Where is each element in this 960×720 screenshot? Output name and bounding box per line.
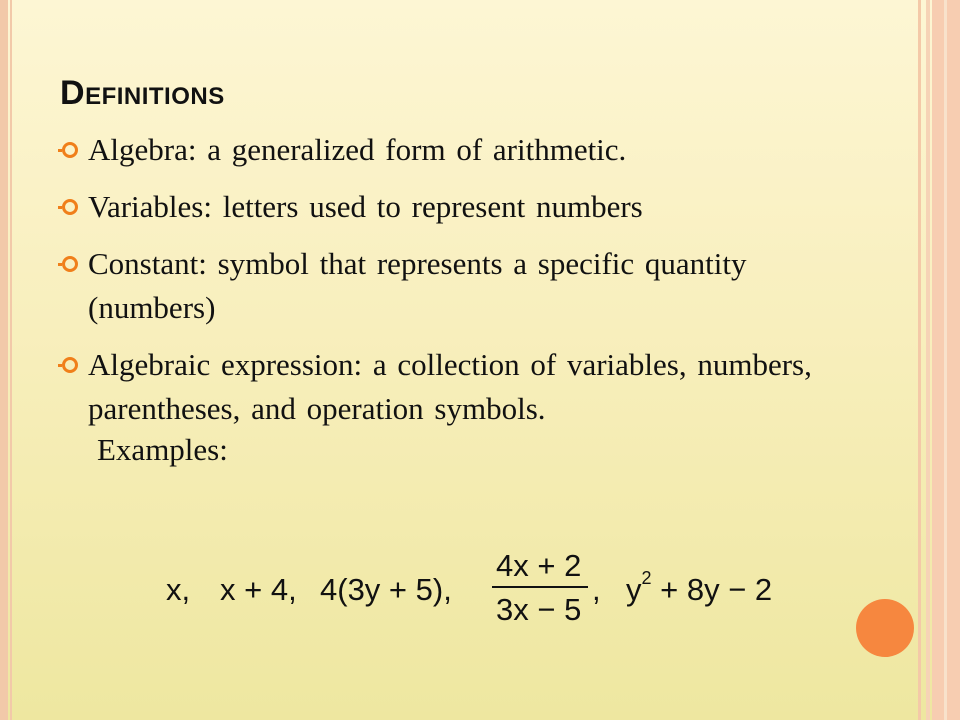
list-item: [62, 128, 822, 172]
title-initial: D: [60, 74, 86, 112]
definitions-list: [62, 128, 822, 444]
left-border: [0, 0, 8, 720]
math-expr-quadratic: [626, 568, 773, 608]
math-fraction-numerator: 4x + 2: [496, 548, 582, 583]
math-expr-4-3y-plus-5: 4(3y + 5),: [320, 572, 452, 607]
math-expr-x: x,: [166, 572, 191, 607]
math-fraction-denominator: 3x − 5: [496, 592, 582, 627]
title-rest: EFINITIONS: [85, 83, 225, 110]
decorative-dot: [856, 599, 914, 657]
definition-variables: Variables: letters used to represent numbers: [88, 189, 643, 224]
math-fraction-comma: ,: [592, 572, 601, 607]
bullet-icon: [62, 199, 78, 215]
definition-algebraic-expression: Algebraic expression: a collection of variables, numbers, parentheses, and operation symbols.: [88, 347, 812, 426]
slide-title: [60, 74, 225, 113]
math-expr-x-plus-4: x + 4,: [220, 572, 297, 607]
right-stripe: [926, 0, 930, 720]
quadratic-rest: + 8y − 2: [660, 572, 773, 607]
left-border-inner: [10, 0, 12, 720]
quadratic-base: y: [626, 572, 642, 607]
bullet-icon: [62, 256, 78, 272]
right-stripe: [944, 0, 947, 720]
definition-algebra: Algebra: a generalized form of arithmetic.: [88, 132, 627, 167]
right-stripe: [918, 0, 921, 720]
fraction-bar: [492, 586, 588, 588]
definition-constant: Constant: symbol that represents a specific quantity (numbers): [88, 246, 747, 325]
quadratic-exponent: 2: [641, 568, 652, 588]
list-item: [62, 343, 822, 431]
bullet-icon: [62, 357, 78, 373]
list-item: [62, 185, 822, 229]
list-item: [62, 242, 822, 330]
math-examples: [160, 548, 820, 638]
examples-label: Examples:: [97, 432, 228, 467]
bullet-icon: [62, 142, 78, 158]
